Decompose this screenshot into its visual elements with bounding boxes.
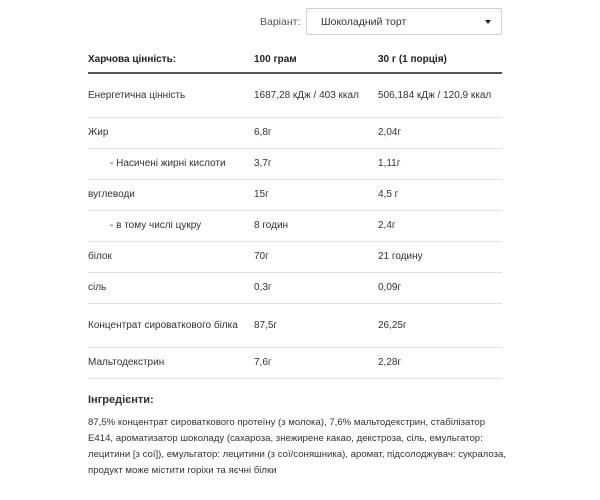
nutrition-table [88,46,502,379]
table-row [88,73,502,117]
table-row [88,179,502,210]
row-per-100g: 0,3г [254,272,378,303]
row-name: - в тому числі цукру [88,210,254,241]
row-per-100g: 8 годин [254,210,378,241]
ingredients-title: Інгредієнти: [88,394,154,406]
row-per-serving: 0,09г [378,272,502,303]
table-row [88,272,502,303]
variant-select[interactable] [306,8,502,35]
row-per-100g: 1687,28 кДж / 403 ккал [254,73,378,117]
header-per-serving: 30 г (1 порція) [378,46,502,73]
row-name: - Насичені жирні кислоти [88,148,254,179]
row-per-100g: 15г [254,179,378,210]
variant-select-value: Шоколадний торт [321,16,407,28]
row-name: Жир [88,117,254,148]
row-name: Мальтодекстрин [88,347,254,378]
row-per-serving: 2,4г [378,210,502,241]
row-name: вуглеводи [88,179,254,210]
row-per-100g: 70г [254,241,378,272]
row-per-serving: 506,184 кДж / 120,9 ккал [378,73,502,117]
row-per-100g: 7,6г [254,347,378,378]
row-per-100g: 3,7г [254,148,378,179]
table-row [88,210,502,241]
chevron-down-icon [485,20,491,24]
row-per-serving: 21 годину [378,241,502,272]
table-header-row [88,46,502,73]
row-name: Концентрат сироваткового білка [88,303,254,347]
row-name: білок [88,241,254,272]
header-per-100g: 100 грам [254,46,378,73]
row-per-serving: 1,11г [378,148,502,179]
row-per-serving: 2,28г [378,347,502,378]
row-name: Енергетична цінність [88,73,254,117]
table-row [88,303,502,347]
table-row [88,241,502,272]
header-nutrition: Харчова цінність: [88,46,254,73]
row-name: сіль [88,272,254,303]
variant-label: Варіант: [260,16,301,28]
ingredients-text: 87,5% концентрат сироваткового протеїну (з молока), 7,6% мальтодекстрин, стабілізатор Е414, ароматизатор шоколаду (сахароза, знежирене какао, декстроза, сіль, емульгатор: лецитини [з сої]), емульгатор: лецитини (з сої/соняшника), аромат, підсолоджувач: сукралоза, продукт може містити горіхи та яєчні білки [88,417,506,476]
variant-row [0,0,600,46]
row-per-100g: 6,8г [254,117,378,148]
table-row [88,148,502,179]
row-per-serving: 4,5 г [378,179,502,210]
ingredients-section [88,394,508,479]
row-per-serving: 2,04г [378,117,502,148]
row-per-serving: 26,25г [378,303,502,347]
row-per-100g: 87,5г [254,303,378,347]
table-row [88,117,502,148]
table-row [88,347,502,378]
